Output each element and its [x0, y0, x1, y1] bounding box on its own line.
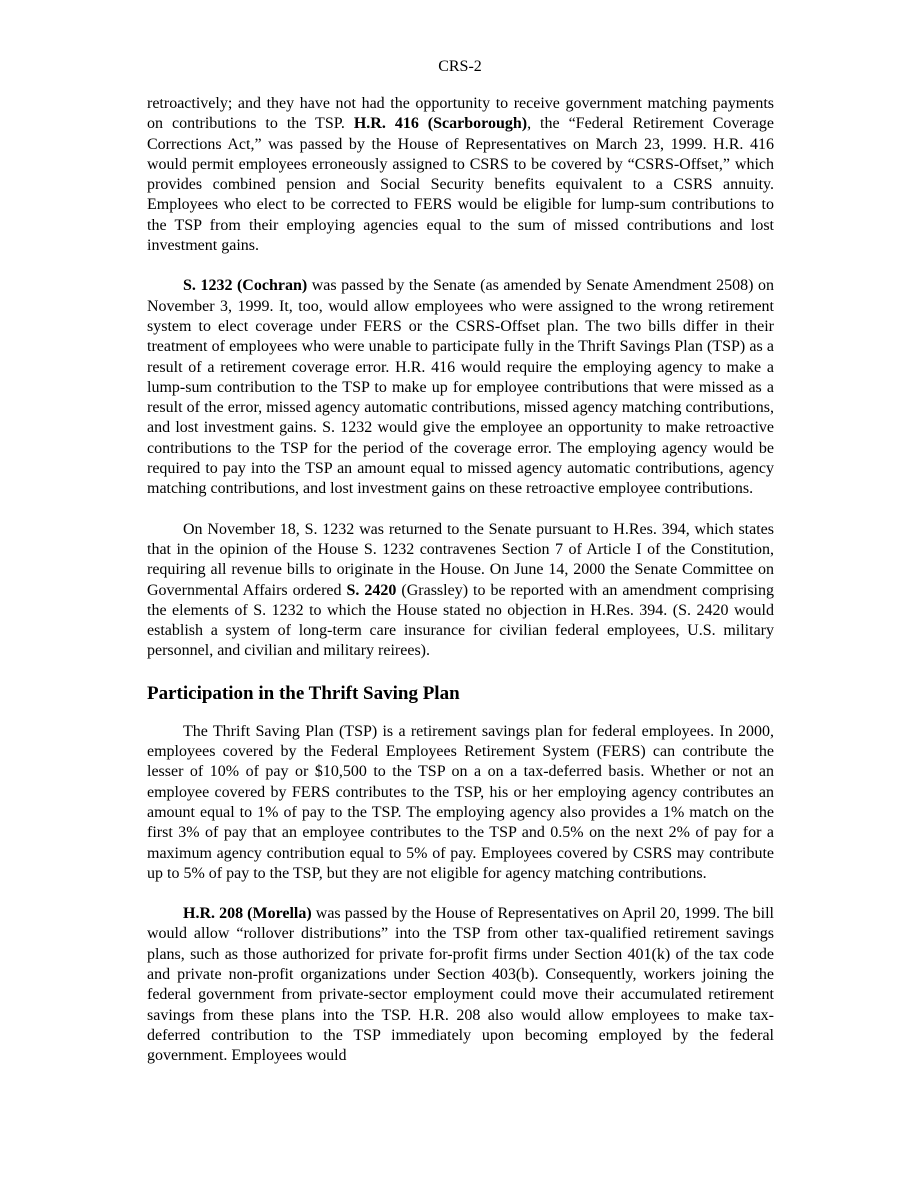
page-number: CRS-2 [438, 58, 482, 75]
paragraph-text: retroactively; and they have not had the opportunity to receive government matching payments on contributions to the TSP. [147, 95, 774, 133]
page-header [0, 57, 920, 77]
bill-reference-s1232: S. 1232 (Cochran) [183, 277, 308, 295]
paragraph-text: (Grassley) to be reported with an amendment comprising the elements of S. 1232 to which the House stated no objection in H.Res. 394. (S. 2420 would establish a system of long-term care insurance for civilian federal employees, U.S. military personnel, and civilian and military reirees). [147, 581, 774, 660]
paragraph-text: , the “Federal Retirement Coverage Corrections Act,” was passed by the House of Representatives on March 23, 1999. H.R. 416 would permit employees erroneously assigned to CSRS to be covered by “CSRS-Offset,” which provides combined pension and Social Security benefits equivalent to a CSRS annuity. Employees who elect to be corrected to FERS would be eligible for lump-sum contributions to the TSP from their employing agencies equal to the sum of missed contributions and lost investment gains. [147, 115, 775, 255]
paragraph-text: was passed by the House of Representatives on April 20, 1999. The bill would allow “rollover distributions” into the TSP from other tax-qualified retirement savings plans, such as those authorized for private for-profit firms under Section 401(k) of the tax code and private non-profit organizations under Section 403(b). Consequently, workers joining the federal government from private-sector employment could move their accumulated retirement savings from these plans into the TSP. H.R. 208 also would allow employees to make tax-deferred contribution to the TSP immediately upon becoming employed by the federal government. Employees would [147, 905, 775, 1065]
paragraph-hr208 [147, 904, 774, 1066]
document-body [147, 94, 774, 1066]
bill-reference-hr416: H.R. 416 (Scarborough) [353, 115, 528, 133]
paragraph-s2420 [147, 520, 774, 662]
section-heading: Participation in the Thrift Saving Plan [147, 682, 460, 704]
bill-reference-s2420: S. 2420 [346, 581, 397, 599]
paragraph-hr416 [147, 94, 774, 256]
bill-reference-hr208: H.R. 208 (Morella) [183, 905, 312, 923]
paragraph-text: was passed by the Senate (as amended by Senate Amendment 2508) on November 3, 1999. It, too, would allow employees who were assigned to the wrong retirement system to elect coverage under FERS or the CSRS-Offset plan. The two bills differ in their treatment of employees who were unable to participate fully in the Thrift Savings Plan (TSP) as a result of a retirement coverage error. H.R. 416 would require the employing agency to make a lump-sum contribution to the TSP to make up for employee contributions that were missed as a result of the error, missed agency automatic contributions, missed agency matching contributions, and lost investment gains. S. 1232 would give the employee an opportunity to make retroactive contributions to the TSP for the period of the coverage error. The employing agency would be required to pay into the TSP an amount equal to missed agency automatic contributions, agency matching contributions, and lost investment gains on these retroactive employee contributions. [147, 277, 775, 498]
paragraph-tsp-overview [147, 722, 774, 884]
paragraph-text: On November 18, S. 1232 was returned to the Senate pursuant to H.Res. 394, which states that in the opinion of the House S. 1232 contravenes Section 7 of Article I of the Constitution, requiring all revenue bills to originate in the House. On June 14, 2000 the Senate Committee on Governmental Affairs ordered [147, 520, 774, 599]
paragraph-text: The Thrift Saving Plan (TSP) is a retirement savings plan for federal employees. In 2000, employees covered by the Federal Employees Retirement System (FERS) can contribute the lesser of 10% of pay or $10,500 to the TSP on a on a tax-deferred basis. Whether or not an employee covered by FERS contributes to the TSP, his or her employing agency contributes an amount equal to 1% of pay to the TSP. The employing agency also provides a 1% match on the first 3% of pay that an employee contributes to the TSP and 0.5% on the next 2% of pay for a maximum agency contribution equal to 5% of pay. Employees covered by CSRS may contribute up to 5% of pay to the TSP, but they are not eligible for agency matching contributions. [147, 722, 774, 882]
paragraph-s1232 [147, 276, 774, 499]
